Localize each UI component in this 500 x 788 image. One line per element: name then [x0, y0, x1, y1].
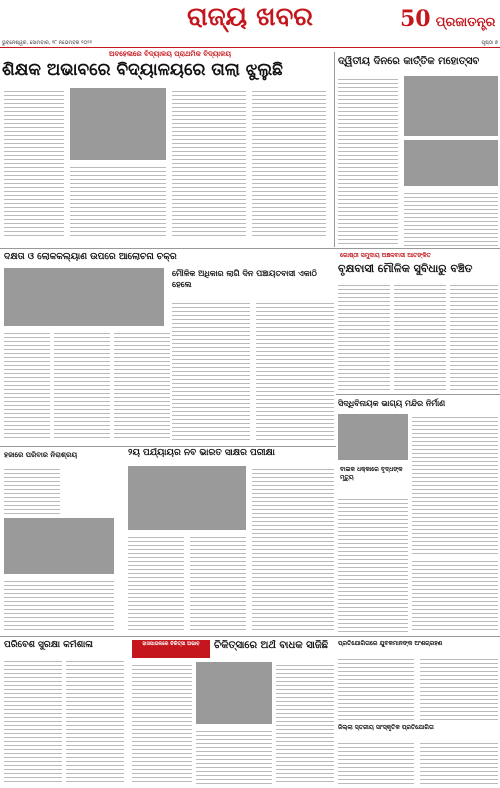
a3-text-col2 [54, 330, 110, 440]
a11-headline: ସିଦ୍ଧିବିନାୟକ ଭାଗ୍ୟ ମନ୍ଦିର ନିର୍ମାଣ [338, 398, 446, 408]
section-title: ରାଜ୍ୟ ଖବର [186, 2, 314, 32]
a7-text-col1 [4, 658, 62, 784]
a9-headline: ପ୍ରତିଯୋଗିତାରେ ଯୁବକମାନଙ୍କ ଅଂଶଗ୍ରହଣ [338, 640, 443, 647]
a3-text-col4 [172, 300, 250, 440]
a5-text-col2 [4, 578, 114, 632]
page-label: ପୃଷ୍ଠା ୭ [481, 40, 498, 46]
a6-headline: ବାଇକ ଧକ୍କାରେ ବୃଦ୍ଧଙ୍କ ମୃତ୍ୟୁ [340, 466, 403, 481]
a5-text-col1 [4, 466, 60, 514]
a1-kicker: ଅବହେଳାରେ ବିଦ୍ୟାଳୟ ପ୍ରାଥମିକ ବିଦ୍ୟାଳୟ [109, 50, 231, 58]
a3-headline: ଦକ୍ଷତା ଓ ଲୋକକଲ୍ୟାଣ ଉପରେ ଆଲୋଚନା ଚକ୍ର [4, 252, 177, 262]
a10-text-col1 [338, 740, 414, 784]
a11-photo [338, 414, 408, 460]
a8-photo [196, 662, 272, 724]
a8-text-col1 [132, 662, 192, 784]
a4-text-col2 [394, 282, 446, 390]
a3-text-col5 [256, 300, 334, 440]
logo-name: ପ୍ରଜାତନ୍ତ୍ର [435, 15, 496, 30]
a5-text-col4 [190, 534, 246, 632]
a2-photo-2 [404, 140, 498, 186]
logo-number: 50 [400, 6, 431, 32]
a9-text-col1 [338, 656, 414, 720]
a7-text-col2 [66, 658, 124, 784]
a4-headline: ବୃକ୍ଷବାସୀ ମୌଳିକ ସୁବିଧାରୁ ବଞ୍ଚିତ [338, 262, 473, 275]
a3-text-col1 [4, 330, 50, 440]
a6-text-col2 [412, 558, 498, 632]
a8-text-col2 [196, 728, 272, 784]
a1-text-col2 [70, 164, 166, 238]
date-line: ଭୁବନେଶ୍ୱର, ସୋମବାର, ୨୮ ନଭେମ୍ବର ୨୦୨୨ [2, 40, 93, 46]
a2-photo-1 [404, 76, 498, 136]
a2-headline: ଦ୍ୱିତୀୟ ଦିନରେ କାର୍ତ୍ତିକ ମହୋତ୍ସବ [338, 56, 480, 67]
a4-text-col1 [338, 282, 390, 390]
a7-headline: ପରିବେଶ ସୁରକ୍ଷା କର୍ମଶାଳା [4, 640, 93, 650]
logo [400, 6, 496, 32]
a5-photo-1 [4, 518, 114, 574]
a8-badge: ହାସପାତାଳରେ ଚିକିତ୍ସା ଅଭାବ [132, 640, 210, 658]
a1-text-col1 [4, 88, 64, 238]
a4-kicker: ଗୋଷ୍ଠୀ ସମୁଦାୟ ଅଞ୍ଚଳବାସୀ ଆତଙ୍କିତ [340, 252, 431, 259]
a1-text-col3 [172, 88, 246, 238]
a6-text-col1 [338, 496, 408, 632]
a5-subhead: ୨ୟ ପର୍ଯ୍ୟାୟର ନବ ଭାରତ ସାକ୍ଷର ପରୀକ୍ଷା [128, 448, 275, 458]
a1-headline: ଶିକ୍ଷକ ଅଭାବରେ ବିଦ୍ୟାଳୟରେ ତାଲା ଝୁଲୁଛି [2, 60, 283, 80]
a11-text-col1 [412, 414, 498, 554]
a1-photo [70, 88, 166, 160]
a3-text-col3 [114, 330, 170, 440]
a1-text-col4 [252, 88, 326, 238]
a5-text-col3 [128, 534, 184, 632]
a9-text-col2 [420, 656, 498, 720]
a5-photo-2 [128, 466, 246, 530]
a2-text-col1 [338, 76, 398, 246]
a3-photo [4, 268, 164, 326]
a10-headline: ଜିଲ୍ଲା ସ୍ତରୀୟ ସାଂସ୍କୃତିକ ପ୍ରତିଯୋଗିତା [338, 724, 434, 731]
a10-text-col2 [420, 740, 498, 784]
a4-text-col3 [450, 282, 498, 390]
masthead-rule [0, 47, 500, 48]
a8-text-col3 [276, 662, 334, 784]
a8-headline: ଚିକିତ୍ସାରେ ଅର୍ଥ ବାଧକ ସାଜିଛି [214, 640, 329, 651]
a3-subhead: ମୌଳିକ ଅଧିକାର ଲାଗି ଦିନ ପଞ୍ଚାୟତବାସୀ ଏକାଠି ହେଲେ [172, 268, 317, 289]
a5-headline: ହଜାରେ ପରିବାର ନିରାଶ୍ରୟ [4, 450, 78, 459]
a5-text-col5 [252, 466, 334, 632]
a2-text-col2 [404, 190, 498, 246]
